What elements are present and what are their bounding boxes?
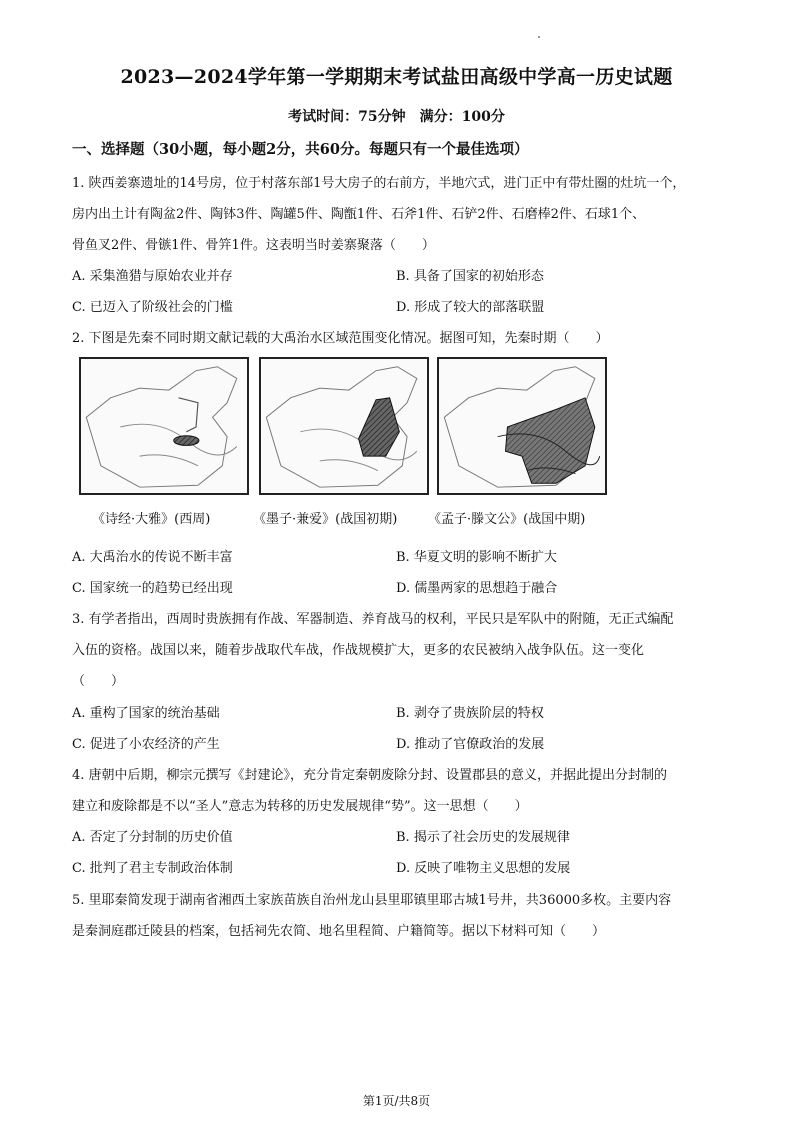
q1-stem-line-1: 1. 陕西姜寨遗址的14号房，位于村落东部1号大房子的右前方，半地穴式，进门正中有带灶圈的灶坑一个，	[72, 176, 686, 191]
map-caption-3: 《孟子·滕文公》(战国中期)	[428, 512, 586, 527]
q1-option-d: D. 形成了较大的部落联盟	[396, 300, 545, 315]
q4-option-b: B. 揭示了社会历史的发展规律	[396, 830, 570, 845]
q3-stem-line-3: （ ）	[72, 674, 125, 689]
q4-stem-line-2: 建立和废除都是不以“圣人”意志为转移的历史发展规律“势”。这一思想（ ）	[72, 799, 528, 814]
map-caption-1: 《诗经·大雅》(西周)	[92, 512, 211, 527]
map-mid-warring-states	[437, 357, 607, 495]
q4-option-a: A. 否定了分封制的历史价值	[72, 830, 233, 845]
q2-option-d: D. 儒墨两家的思想趋于融合	[396, 581, 558, 596]
q3-option-a: A. 重构了国家的统治基础	[72, 706, 220, 721]
q3-option-c: C. 促进了小农经济的产生	[72, 737, 220, 752]
q4-option-d: D. 反映了唯物主义思想的发展	[396, 861, 571, 876]
q5-stem-line-1: 5. 里耶秦简发现于湖南省湘西土家族苗族自治州龙山县里耶镇里耶古城1号井，共36000多枚。主要内容	[72, 893, 672, 908]
stray-dot	[538, 36, 540, 38]
map-early-warring-states	[259, 357, 429, 495]
page-number: 第1页/共8页	[362, 1094, 431, 1108]
map-caption-2: 《墨子·兼爱》(战国初期)	[253, 512, 398, 527]
q2-option-a: A. 大禹治水的传说不断丰富	[72, 550, 233, 565]
q3-option-d: D. 推动了官僚政治的发展	[396, 737, 545, 752]
map-western-zhou	[79, 357, 249, 495]
q1-option-b: B. 具备了国家的初始形态	[396, 269, 544, 284]
q1-option-c: C. 已迈入了阶级社会的门槛	[72, 300, 233, 315]
q1-option-a: A. 采集渔猎与原始农业并存	[72, 269, 233, 284]
q3-stem-line-1: 3. 有学者指出，西周时贵族拥有作战、军器制造、养育战马的权利，平民只是军队中的附随，无正式编配	[72, 612, 674, 627]
q2-option-c: C. 国家统一的趋势已经出现	[72, 581, 233, 596]
q2-stem: 2. 下图是先秦不同时期文献记载的大禹治水区域范围变化情况。据图可知，先秦时期（ ）	[72, 331, 609, 346]
q4-option-c: C. 批判了君主专制政治体制	[72, 861, 233, 876]
exam-subtitle: 考试时间：75分钟 满分：100分	[288, 109, 505, 125]
q3-option-b: B. 剥夺了贵族阶层的特权	[396, 706, 544, 721]
q3-stem-line-2: 入伍的资格。战国以来，随着步战取代车战，作战规模扩大，更多的农民被纳入战争队伍。这一变化	[72, 643, 645, 658]
q4-stem-line-1: 4. 唐朝中后期，柳宗元撰写《封建论》，充分肯定秦朝废除分封、设置郡县的意义，并据此提出分封制的	[72, 768, 668, 783]
flood-region-small	[174, 436, 199, 446]
q1-stem-line-3: 骨鱼叉2件、骨镞1件、骨笄1件。这表明当时姜寨聚落（ ）	[72, 238, 435, 253]
flood-region-medium	[359, 398, 400, 456]
section-heading: 一、选择题（30小题，每小题2分，共60分。每题只有一个最佳选项）	[72, 141, 529, 158]
q2-option-b: B. 华夏文明的影响不断扩大	[396, 550, 557, 565]
q1-stem-line-2: 房内出土计有陶盆2件、陶钵3件、陶罐5件、陶甑1件、石斧1件、石铲2件、石磨棒2件、石球1个、	[72, 207, 646, 222]
q5-stem-line-2: 是秦洞庭郡迁陵县的档案，包括祠先农简、地名里程简、户籍简等。据以下材料可知（ ）	[72, 924, 606, 939]
exam-title: 2023—2024学年第一学期期末考试盐田高级中学高一历史试题	[120, 66, 673, 88]
